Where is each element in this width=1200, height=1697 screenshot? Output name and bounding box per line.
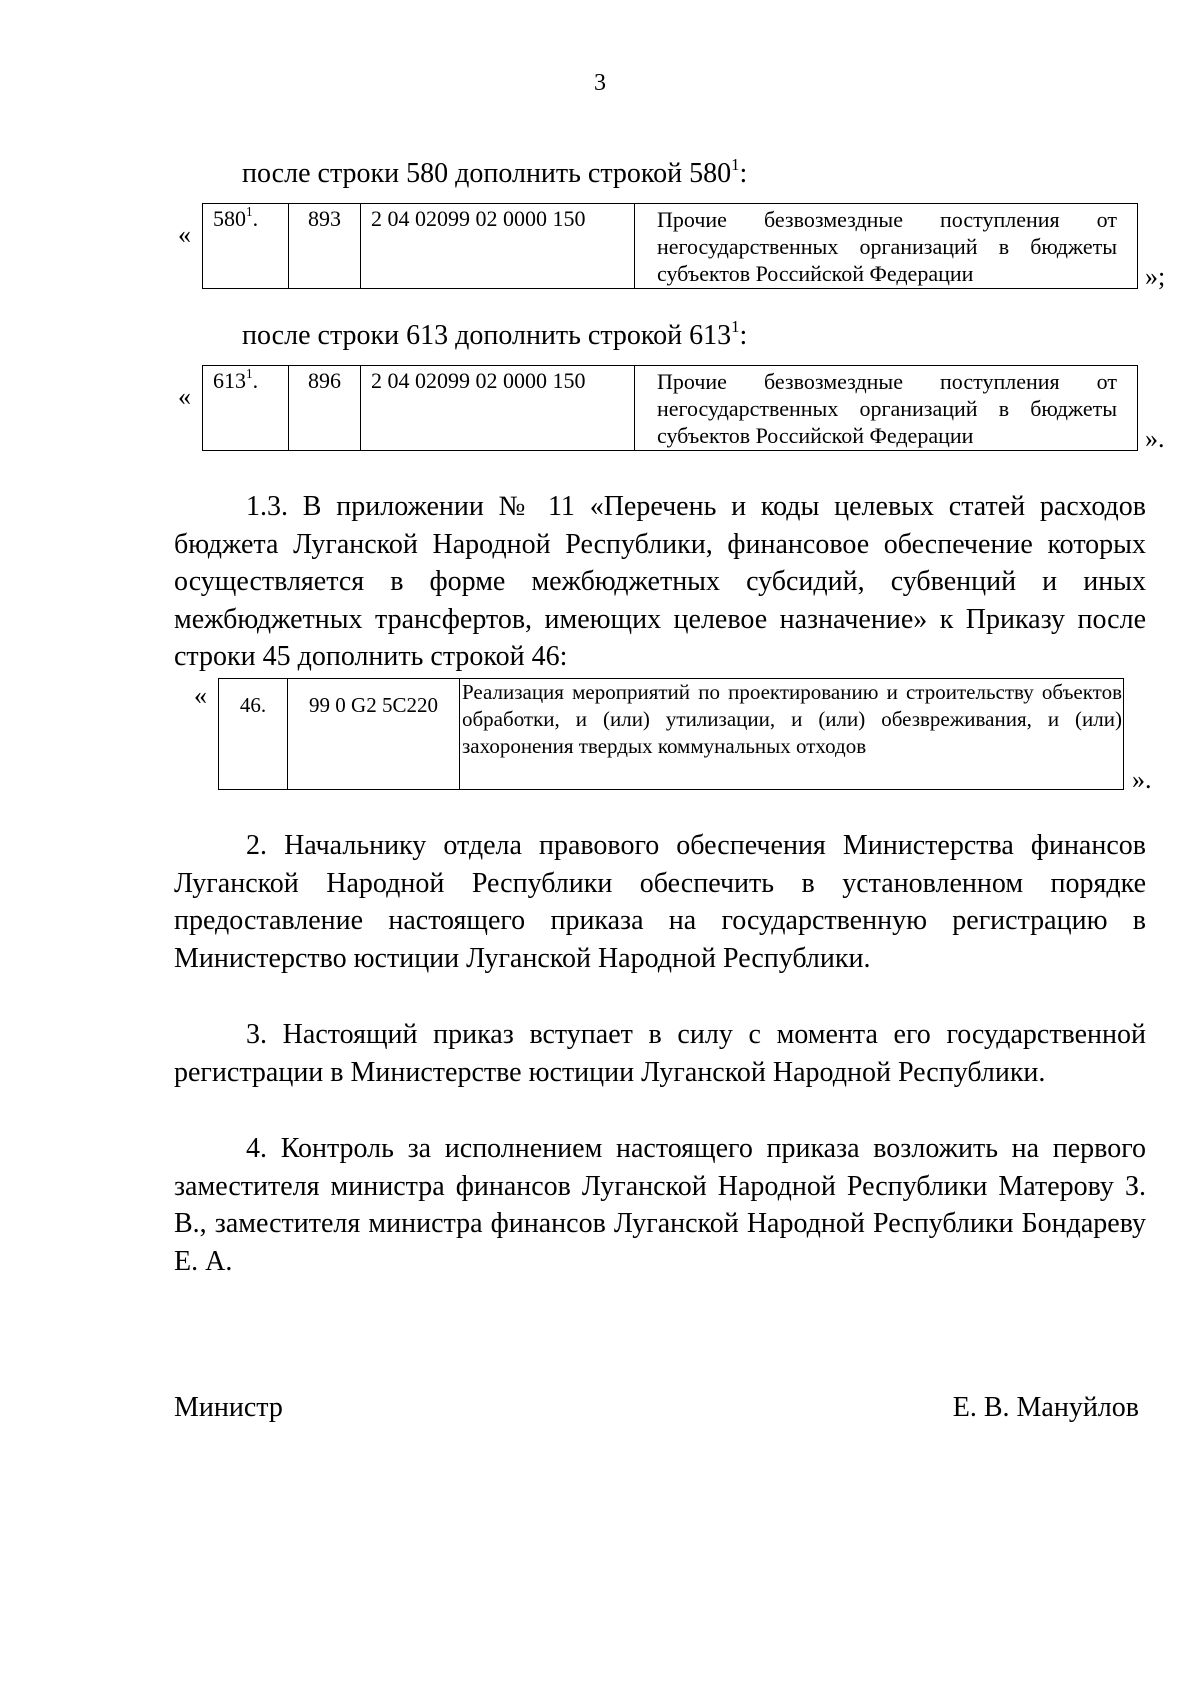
amendment-2-table [202, 365, 1138, 451]
signature-name: Е. В. Мануйлов [952, 1392, 1139, 1423]
amendment-3-open-quote: « [194, 681, 207, 710]
paragraph-1-3: 1.3. В приложении № 11 «Перечень и коды целевых статей расходов бюджета Луганской Народной Республики, финансовое обеспечение которых осуществляется в форме межбюджетных субсидий, субвенций и иных межбюджетных трансфертов, имеющих целевое назначение» к Приказу после строки 45 дополнить строкой 46: [174, 491, 1146, 672]
amendment-1-table [202, 203, 1138, 289]
paragraph-4: 4. Контроль за исполнением настоящего приказа возложить на первого заместителя министра финансов Луганской Народной Республики Матерову З. В., заместителя министра финансов Луганской Народной Республики Бондареву Е. А. [174, 1133, 1146, 1277]
income-name-cell: Прочие безвозмездные поступления от негосударственных организаций в бюджеты субъектов Российской Федерации [635, 204, 1138, 289]
paragraph-2: 2. Начальнику отдела правового обеспечения Министерства финансов Луганской Народной Республики обеспечить в установленном порядке предоставление настоящего приказа на государственную регистрацию в Министерство юстиции Луганской Народной Республики. [174, 830, 1146, 974]
amendment-2-close-quote: ». [1145, 424, 1165, 453]
admin-code-cell: 896 [289, 366, 361, 451]
admin-code-cell: 893 [289, 204, 361, 289]
row-number-cell: $580^1$. [203, 204, 289, 289]
table-row [219, 679, 1124, 790]
table-row [203, 204, 1138, 289]
expense-name-cell: Реализация мероприятий по проектированию и строительству объектов обработки, и (или) утилизации, и (или) обезвреживания, и (или) захоронения твердых коммунальных отходов [460, 679, 1124, 790]
amendment-1-open-quote: « [178, 220, 191, 249]
amendment-2-intro: после строки 613 дополнить строкой $613^1$: [242, 317, 748, 351]
amendment-3-close-quote: ». [1132, 765, 1152, 794]
kbk-code-cell: 2 04 02099 02 0000 150 [361, 366, 635, 451]
amendment-3-table [218, 678, 1124, 790]
amendment-1-close-quote: »; [1145, 262, 1166, 291]
signature-position: Министр [174, 1392, 283, 1423]
page-number: 3 [594, 70, 606, 96]
row-number-cell: $613^1$. [203, 366, 289, 451]
kbk-code-cell: 2 04 02099 02 0000 150 [361, 204, 635, 289]
paragraph-3: 3. Настоящий приказ вступает в силу с момента его государственной регистрации в Министерстве юстиции Луганской Народной Республики. [174, 1019, 1146, 1088]
income-name-cell: Прочие безвозмездные поступления от негосударственных организаций в бюджеты субъектов Российской Федерации [635, 366, 1138, 451]
row-number-cell: 46. [219, 679, 288, 790]
amendment-2-open-quote: « [178, 382, 191, 411]
table-row [203, 366, 1138, 451]
target-code-cell: 99 0 G2 5C220 [288, 679, 460, 790]
amendment-1-intro: после строки 580 дополнить строкой $580^1$: [242, 155, 748, 189]
